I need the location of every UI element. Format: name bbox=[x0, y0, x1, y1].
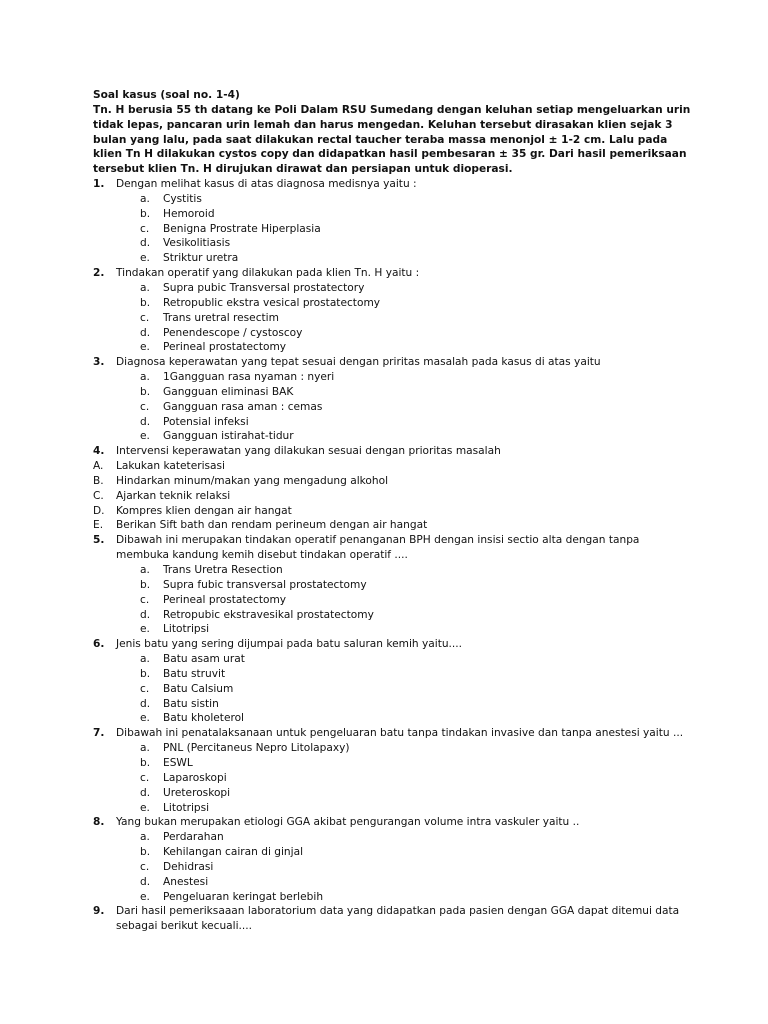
option-text: Trans Uretra Resection bbox=[163, 564, 283, 576]
option-text: 1Gangguan rasa nyaman : nyeri bbox=[163, 371, 335, 384]
answer-option bbox=[93, 207, 693, 222]
question-text: Intervensi keperawatan yang dilakukan sesuai dengan prioritas masalah bbox=[116, 445, 501, 458]
option-letter: b. bbox=[140, 296, 151, 309]
option-letter: a. bbox=[140, 371, 150, 384]
question-text: Dibawah ini merupakan tindakan operatif penanganan BPH dengan insisi sectio alta dengan tanpa membuka kandung kemih disebut tindakan operatif .... bbox=[116, 534, 640, 562]
question-item bbox=[93, 177, 693, 266]
option-letter: e. bbox=[140, 801, 150, 814]
option-letter: c. bbox=[140, 311, 150, 324]
answer-option bbox=[93, 296, 693, 311]
question-row bbox=[93, 355, 693, 370]
answer-option bbox=[93, 340, 693, 355]
option-text: Hemoroid bbox=[163, 207, 215, 220]
question-row bbox=[93, 815, 693, 830]
question-row bbox=[93, 444, 693, 459]
answer-option bbox=[93, 563, 693, 578]
answer-option bbox=[93, 622, 693, 637]
question-text: Jenis batu yang sering dijumpai pada batu saluran kemih yaitu.... bbox=[116, 638, 463, 651]
question-item bbox=[93, 355, 693, 444]
option-letter: d. bbox=[140, 875, 151, 888]
option-text: Supra fubic transversal prostatectomy bbox=[163, 578, 367, 591]
option-letter: a. bbox=[140, 742, 150, 755]
option-text: Ureteroskopi bbox=[163, 786, 231, 799]
answer-option bbox=[93, 400, 693, 415]
option-letter: E. bbox=[93, 519, 104, 532]
answer-option bbox=[93, 281, 693, 296]
option-letter: e. bbox=[140, 890, 150, 903]
option-letter: b. bbox=[140, 578, 151, 591]
option-text: Batu kholeterol bbox=[163, 712, 245, 725]
option-letter: e. bbox=[140, 252, 150, 265]
option-text: Supra pubic Transversal prostatectory bbox=[163, 281, 365, 294]
option-text: Gangguan rasa aman : cemas bbox=[163, 400, 323, 413]
option-text: Berikan Sift bath dan rendam perineum dengan air hangat bbox=[116, 519, 428, 532]
answer-option bbox=[93, 326, 693, 341]
option-text: Dehidrasi bbox=[163, 860, 214, 873]
question-row bbox=[93, 904, 693, 934]
option-letter: b. bbox=[140, 385, 151, 398]
answer-option bbox=[93, 756, 693, 771]
option-text: Perdarahan bbox=[163, 831, 224, 844]
option-text: Perineal prostatectomy bbox=[163, 341, 287, 354]
question-number: 4. bbox=[93, 445, 105, 458]
option-letter: e. bbox=[140, 623, 150, 636]
question-number: 9. bbox=[93, 905, 105, 918]
option-text: Retropublic ekstra vesical prostatectomy bbox=[163, 296, 381, 309]
answer-option bbox=[93, 786, 693, 801]
answer-option bbox=[93, 518, 693, 533]
question-item bbox=[93, 726, 693, 815]
question-list bbox=[93, 177, 693, 934]
answer-option bbox=[93, 682, 693, 697]
answer-option bbox=[93, 608, 693, 623]
answer-option bbox=[93, 311, 693, 326]
option-letter: c. bbox=[140, 771, 150, 784]
option-letter: c. bbox=[140, 860, 150, 873]
answer-options bbox=[93, 281, 693, 355]
question-number: 5. bbox=[93, 534, 105, 547]
option-letter: d. bbox=[140, 786, 151, 799]
option-text: Laparoskopi bbox=[163, 771, 227, 784]
question-text: Dibawah ini penatalaksanaan untuk pengeluaran batu tanpa tindakan invasive dan tanpa anestesi yaitu ... bbox=[116, 727, 684, 740]
option-text: Cystitis bbox=[163, 192, 202, 205]
option-text: Penendescope / cystoscoy bbox=[163, 326, 303, 339]
option-text: Litotripsi bbox=[163, 801, 210, 814]
question-row bbox=[93, 266, 693, 281]
option-letter: d. bbox=[140, 326, 151, 339]
option-text: Gangguan eliminasi BAK bbox=[163, 385, 294, 398]
option-letter: a. bbox=[140, 653, 150, 666]
option-text: Striktur uretra bbox=[163, 252, 239, 265]
answer-option bbox=[93, 652, 693, 667]
option-letter: a. bbox=[140, 564, 150, 576]
option-letter: a. bbox=[140, 192, 150, 205]
option-text: Kehilangan cairan di ginjal bbox=[163, 846, 304, 859]
option-letter: b. bbox=[140, 667, 151, 680]
question-text: Tindakan operatif yang dilakukan pada klien Tn. H yaitu : bbox=[116, 267, 420, 280]
option-letter: d. bbox=[140, 237, 151, 250]
option-letter: c. bbox=[140, 593, 150, 606]
option-letter: b. bbox=[140, 846, 151, 859]
answer-option bbox=[93, 711, 693, 726]
option-text: Batu struvit bbox=[163, 667, 226, 680]
answer-options bbox=[93, 652, 693, 726]
question-number: 1. bbox=[93, 178, 105, 191]
option-text: Batu Calsium bbox=[163, 682, 234, 695]
option-text: Gangguan istirahat-tidur bbox=[163, 430, 294, 443]
answer-option bbox=[93, 251, 693, 266]
option-letter: c. bbox=[140, 400, 150, 413]
answer-option bbox=[93, 504, 693, 519]
option-text: Batu sistin bbox=[163, 697, 219, 710]
answer-option bbox=[93, 890, 693, 905]
document-content bbox=[93, 88, 693, 934]
answer-option bbox=[93, 741, 693, 756]
question-item bbox=[93, 815, 693, 904]
question-text: Dari hasil pemeriksaaan laboratorium data yang didapatkan pada pasien dengan GGA dapat ditemui data sebagai berikut kecuali.... bbox=[116, 905, 680, 933]
option-letter: b. bbox=[140, 207, 151, 220]
answer-option bbox=[93, 192, 693, 207]
option-letter: e. bbox=[140, 341, 150, 354]
option-letter: d. bbox=[140, 608, 151, 621]
answer-option bbox=[93, 236, 693, 251]
question-item bbox=[93, 266, 693, 355]
question-text: Dengan melihat kasus di atas diagnosa medisnya yaitu : bbox=[116, 178, 417, 191]
option-letter: c. bbox=[140, 222, 150, 235]
answer-option bbox=[93, 459, 693, 474]
question-row bbox=[93, 177, 693, 192]
option-letter: D. bbox=[93, 504, 105, 517]
answer-option bbox=[93, 370, 693, 385]
answer-options bbox=[93, 459, 693, 533]
answer-option bbox=[93, 385, 693, 400]
answer-options bbox=[93, 741, 693, 815]
question-number: 2. bbox=[93, 267, 105, 280]
option-letter: B. bbox=[93, 474, 104, 487]
question-number: 6. bbox=[93, 638, 105, 651]
question-text: Diagnosa keperawatan yang tepat sesuai dengan priritas masalah pada kasus di atas yaitu bbox=[116, 356, 601, 369]
answer-option bbox=[93, 429, 693, 444]
answer-option bbox=[93, 489, 693, 504]
option-letter: a. bbox=[140, 831, 150, 844]
question-row bbox=[93, 637, 693, 652]
answer-option bbox=[93, 845, 693, 860]
answer-options bbox=[93, 563, 693, 637]
answer-option bbox=[93, 593, 693, 608]
option-letter: C. bbox=[93, 489, 104, 502]
option-letter: a. bbox=[140, 281, 150, 294]
answer-option bbox=[93, 875, 693, 890]
option-text: Benigna Prostrate Hiperplasia bbox=[163, 222, 321, 235]
option-text: Retropubic ekstravesikal prostatectomy bbox=[163, 608, 374, 621]
option-text: Vesikolitiasis bbox=[163, 237, 231, 250]
option-letter: b. bbox=[140, 756, 151, 769]
question-row bbox=[93, 726, 693, 741]
option-text: Batu asam urat bbox=[163, 653, 245, 666]
option-text: Hindarkan minum/makan yang mengadung alkohol bbox=[116, 474, 389, 487]
option-text: Anestesi bbox=[163, 875, 209, 888]
option-text: Perineal prostatectomy bbox=[163, 593, 287, 606]
option-text: Lakukan kateterisasi bbox=[116, 460, 225, 473]
answer-option bbox=[93, 578, 693, 593]
question-item bbox=[93, 904, 693, 934]
answer-option bbox=[93, 860, 693, 875]
option-text: Kompres klien dengan air hangat bbox=[116, 504, 292, 517]
answer-option bbox=[93, 801, 693, 816]
option-text: Litotripsi bbox=[163, 623, 210, 636]
answer-option bbox=[93, 771, 693, 786]
answer-options bbox=[93, 370, 693, 444]
answer-options bbox=[93, 192, 693, 266]
answer-option bbox=[93, 222, 693, 237]
option-letter: d. bbox=[140, 415, 151, 428]
question-item bbox=[93, 533, 693, 637]
option-text: PNL (Percitaneus Nepro Litolapaxy) bbox=[163, 742, 350, 755]
question-item bbox=[93, 637, 693, 726]
option-text: Trans uretral resectim bbox=[163, 311, 279, 324]
option-letter: e. bbox=[140, 430, 150, 443]
answer-option bbox=[93, 697, 693, 712]
question-text: Yang bukan merupakan etiologi GGA akibat pengurangan volume intra vaskuler yaitu .. bbox=[116, 816, 580, 829]
option-text: Potensial infeksi bbox=[163, 415, 249, 428]
option-letter: d. bbox=[140, 697, 151, 710]
question-number: 3. bbox=[93, 356, 105, 369]
answer-option bbox=[93, 415, 693, 430]
answer-option bbox=[93, 474, 693, 489]
question-item bbox=[93, 444, 693, 533]
option-letter: e. bbox=[140, 712, 150, 725]
option-letter: c. bbox=[140, 682, 150, 695]
option-text: Pengeluaran keringat berlebih bbox=[163, 890, 324, 903]
answer-option bbox=[93, 830, 693, 845]
option-letter: A. bbox=[93, 460, 104, 473]
option-text: ESWL bbox=[163, 756, 193, 769]
case-description: Tn. H berusia 55 th datang ke Poli Dalam RSU Sumedang dengan keluhan setiap mengeluarkan urin tidak lepas, pancaran urin lemah dan harus mengedan. Keluhan tersebut dirasakan klien sejak 3 bulan yang lalu, pada saat dilakukan rectal taucher teraba massa menonjol ± 1-2 cm. Lalu pada klien Tn H dilakukan cystos copy dan didapatkan hasil pembesaran ± 35 gr. Dari hasil pemeriksaan tersebut klien Tn. H dirujukan dirawat dan persiapan untuk dioperasi. bbox=[93, 103, 691, 176]
answer-options bbox=[93, 830, 693, 904]
question-number: 8. bbox=[93, 816, 105, 829]
question-number: 7. bbox=[93, 727, 105, 740]
answer-option bbox=[93, 667, 693, 682]
option-text: Ajarkan teknik relaksi bbox=[116, 489, 231, 502]
case-heading: Soal kasus (soal no. 1-4) bbox=[93, 89, 240, 101]
question-row bbox=[93, 533, 693, 563]
